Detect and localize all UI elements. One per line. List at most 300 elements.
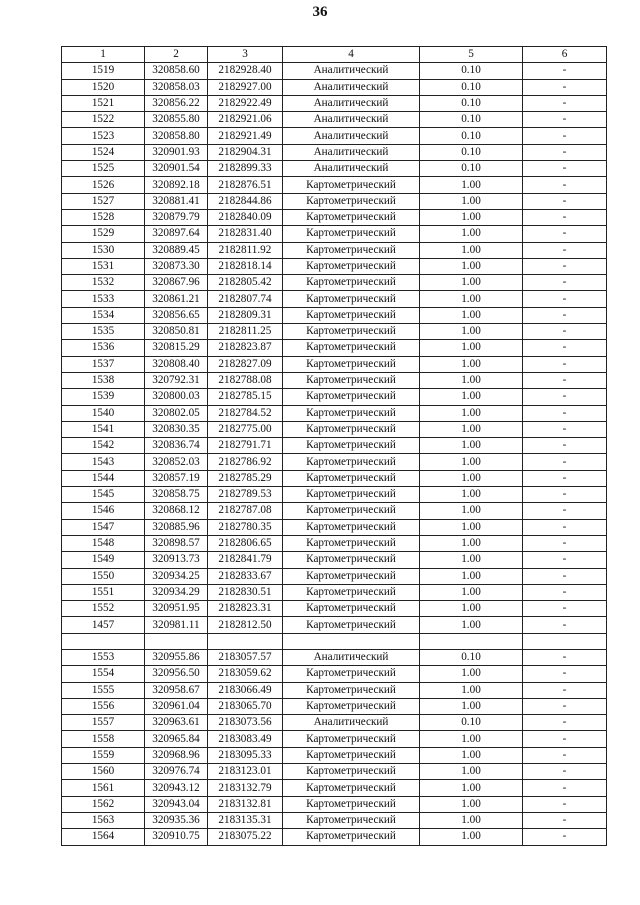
cell-point-number: 1537 (62, 356, 145, 372)
cell-accuracy: 1.00 (420, 584, 523, 600)
table-row (62, 829, 607, 845)
cell-accuracy: 1.00 (420, 764, 523, 780)
header-col-3: 3 (208, 47, 283, 63)
cell-accuracy: 1.00 (420, 503, 523, 519)
table-row (62, 454, 607, 470)
table-row (62, 291, 607, 307)
table-row (62, 307, 607, 323)
cell-coord-x: 320961.04 (145, 698, 208, 714)
cell-accuracy: 1.00 (420, 258, 523, 274)
cell-note: - (523, 519, 607, 535)
cell-coord-y: 2182786.92 (208, 454, 283, 470)
cell-method: Аналитический (283, 112, 420, 128)
cell-accuracy: 1.00 (420, 666, 523, 682)
cell-accuracy: 1.00 (420, 193, 523, 209)
cell-coord-y: 2183059.62 (208, 666, 283, 682)
cell-coord-y: 2182840.09 (208, 209, 283, 225)
cell-coord-x: 320955.86 (145, 649, 208, 665)
table-row (62, 144, 607, 160)
table-row (62, 764, 607, 780)
cell-point-number: 1564 (62, 829, 145, 845)
table-row (62, 487, 607, 503)
cell-method: Картометрический (283, 617, 420, 633)
cell-coord-y (208, 633, 283, 649)
table-row (62, 568, 607, 584)
cell-coord-y: 2182904.31 (208, 144, 283, 160)
cell-coord-y: 2182784.52 (208, 405, 283, 421)
cell-accuracy: 1.00 (420, 421, 523, 437)
cell-point-number: 1532 (62, 275, 145, 291)
header-col-4: 4 (283, 47, 420, 63)
cell-method: Картометрический (283, 275, 420, 291)
cell-accuracy: 0.10 (420, 144, 523, 160)
cell-accuracy: 1.00 (420, 812, 523, 828)
cell-method: Картометрический (283, 568, 420, 584)
cell-accuracy: 1.00 (420, 617, 523, 633)
table-row (62, 372, 607, 388)
table-row (62, 535, 607, 551)
cell-coord-x: 320857.19 (145, 470, 208, 486)
cell-accuracy: 0.10 (420, 128, 523, 144)
cell-coord-y: 2182921.06 (208, 112, 283, 128)
cell-note: - (523, 552, 607, 568)
cell-method: Аналитический (283, 715, 420, 731)
cell-coord-y: 2182899.33 (208, 161, 283, 177)
cell-note: - (523, 275, 607, 291)
cell-accuracy: 1.00 (420, 698, 523, 714)
cell-coord-x: 320873.30 (145, 258, 208, 274)
cell-coord-x: 320792.31 (145, 372, 208, 388)
cell-accuracy: 1.00 (420, 226, 523, 242)
cell-coord-x: 320892.18 (145, 177, 208, 193)
cell-point-number: 1551 (62, 584, 145, 600)
cell-coord-x: 320858.75 (145, 487, 208, 503)
cell-coord-x: 320934.29 (145, 584, 208, 600)
cell-point-number: 1538 (62, 372, 145, 388)
table-body (62, 63, 607, 845)
cell-coord-y: 2182811.25 (208, 324, 283, 340)
cell-accuracy: 1.00 (420, 340, 523, 356)
cell-note: - (523, 715, 607, 731)
table-row (62, 63, 607, 79)
cell-coord-y: 2182806.65 (208, 535, 283, 551)
cell-coord-y: 2183065.70 (208, 698, 283, 714)
cell-coord-y: 2182841.79 (208, 552, 283, 568)
cell-coord-y: 2182780.35 (208, 519, 283, 535)
cell-point-number: 1539 (62, 389, 145, 405)
cell-method: Картометрический (283, 487, 420, 503)
header-col-1: 1 (62, 47, 145, 63)
table-row (62, 324, 607, 340)
cell-point-number: 1526 (62, 177, 145, 193)
cell-method (283, 633, 420, 649)
cell-accuracy: 0.10 (420, 63, 523, 79)
table-row (62, 470, 607, 486)
cell-note: - (523, 112, 607, 128)
cell-coord-y: 2182809.31 (208, 307, 283, 323)
table-row (62, 796, 607, 812)
cell-point-number: 1527 (62, 193, 145, 209)
table-row (62, 715, 607, 731)
cell-method: Картометрический (283, 340, 420, 356)
cell-method: Картометрический (283, 731, 420, 747)
cell-method: Картометрический (283, 552, 420, 568)
cell-accuracy: 1.00 (420, 568, 523, 584)
cell-point-number: 1563 (62, 812, 145, 828)
cell-coord-y: 2183073.56 (208, 715, 283, 731)
cell-coord-y: 2183132.81 (208, 796, 283, 812)
cell-coord-x: 320901.93 (145, 144, 208, 160)
cell-method: Картометрический (283, 535, 420, 551)
cell-accuracy: 1.00 (420, 470, 523, 486)
cell-coord-x: 320885.96 (145, 519, 208, 535)
cell-note: - (523, 829, 607, 845)
cell-coord-y: 2182789.53 (208, 487, 283, 503)
cell-coord-x: 320856.22 (145, 95, 208, 111)
table-row (62, 617, 607, 633)
cell-coord-x: 320965.84 (145, 731, 208, 747)
cell-coord-x: 320898.57 (145, 535, 208, 551)
cell-coord-x: 320968.96 (145, 747, 208, 763)
cell-accuracy: 0.10 (420, 112, 523, 128)
cell-accuracy: 0.10 (420, 79, 523, 95)
cell-coord-x: 320867.96 (145, 275, 208, 291)
cell-coord-x: 320830.35 (145, 421, 208, 437)
cell-coord-x: 320861.21 (145, 291, 208, 307)
cell-note: - (523, 291, 607, 307)
cell-point-number: 1557 (62, 715, 145, 731)
cell-note: - (523, 617, 607, 633)
cell-point-number: 1541 (62, 421, 145, 437)
cell-accuracy: 0.10 (420, 161, 523, 177)
cell-note: - (523, 144, 607, 160)
cell-coord-x: 320981.11 (145, 617, 208, 633)
cell-coord-x: 320910.75 (145, 829, 208, 845)
cell-point-number: 1525 (62, 161, 145, 177)
cell-coord-x: 320858.80 (145, 128, 208, 144)
cell-accuracy: 1.00 (420, 519, 523, 535)
cell-coord-y: 2182922.49 (208, 95, 283, 111)
cell-point-number: 1556 (62, 698, 145, 714)
cell-method: Картометрический (283, 226, 420, 242)
cell-note: - (523, 796, 607, 812)
cell-note: - (523, 503, 607, 519)
table-row (62, 666, 607, 682)
cell-method: Картометрический (283, 503, 420, 519)
cell-coord-y: 2183135.31 (208, 812, 283, 828)
cell-note: - (523, 63, 607, 79)
cell-coord-y: 2182812.50 (208, 617, 283, 633)
cell-point-number: 1524 (62, 144, 145, 160)
cell-method: Картометрический (283, 291, 420, 307)
cell-accuracy: 1.00 (420, 682, 523, 698)
cell-point-number: 1558 (62, 731, 145, 747)
cell-point-number: 1535 (62, 324, 145, 340)
cell-accuracy: 1.00 (420, 747, 523, 763)
cell-note: - (523, 209, 607, 225)
cell-point-number: 1533 (62, 291, 145, 307)
cell-accuracy: 1.00 (420, 275, 523, 291)
cell-coord-y: 2182927.00 (208, 79, 283, 95)
cell-note: - (523, 487, 607, 503)
cell-note: - (523, 95, 607, 111)
cell-method: Картометрический (283, 812, 420, 828)
cell-method: Аналитический (283, 649, 420, 665)
cell-method: Аналитический (283, 144, 420, 160)
header-col-2: 2 (145, 47, 208, 63)
cell-coord-x: 320913.73 (145, 552, 208, 568)
table-row (62, 275, 607, 291)
cell-coord-y: 2182805.42 (208, 275, 283, 291)
cell-point-number: 1543 (62, 454, 145, 470)
cell-point-number: 1555 (62, 682, 145, 698)
cell-coord-x: 320850.81 (145, 324, 208, 340)
cell-note: - (523, 356, 607, 372)
cell-method: Аналитический (283, 63, 420, 79)
cell-coord-x: 320868.12 (145, 503, 208, 519)
cell-accuracy: 1.00 (420, 405, 523, 421)
cell-note: - (523, 161, 607, 177)
cell-method: Картометрический (283, 584, 420, 600)
cell-note: - (523, 535, 607, 551)
cell-note: - (523, 698, 607, 714)
cell-point-number: 1521 (62, 95, 145, 111)
cell-point-number: 1561 (62, 780, 145, 796)
cell-note: - (523, 731, 607, 747)
cell-coord-y: 2182928.40 (208, 63, 283, 79)
cell-coord-x: 320881.41 (145, 193, 208, 209)
cell-point-number: 1530 (62, 242, 145, 258)
cell-note: - (523, 747, 607, 763)
cell-coord-x: 320943.04 (145, 796, 208, 812)
cell-point-number: 1559 (62, 747, 145, 763)
cell-point-number: 1523 (62, 128, 145, 144)
cell-coord-x: 320856.65 (145, 307, 208, 323)
cell-coord-x: 320897.64 (145, 226, 208, 242)
cell-coord-x: 320958.67 (145, 682, 208, 698)
cell-method: Картометрический (283, 438, 420, 454)
cell-point-number: 1531 (62, 258, 145, 274)
cell-note: - (523, 601, 607, 617)
cell-note: - (523, 242, 607, 258)
cell-method: Картометрический (283, 242, 420, 258)
cell-method: Картометрический (283, 193, 420, 209)
cell-note: - (523, 470, 607, 486)
cell-note: - (523, 666, 607, 682)
cell-coord-x: 320943.12 (145, 780, 208, 796)
cell-accuracy: 1.00 (420, 389, 523, 405)
cell-method: Картометрический (283, 780, 420, 796)
cell-method: Картометрический (283, 682, 420, 698)
table-row (62, 405, 607, 421)
cell-accuracy: 1.00 (420, 796, 523, 812)
table-row (62, 682, 607, 698)
cell-coord-y: 2182921.49 (208, 128, 283, 144)
cell-coord-x: 320855.80 (145, 112, 208, 128)
cell-point-number: 1519 (62, 63, 145, 79)
table-row (62, 731, 607, 747)
table-row (62, 258, 607, 274)
cell-accuracy: 1.00 (420, 324, 523, 340)
cell-point-number: 1536 (62, 340, 145, 356)
cell-method: Картометрический (283, 698, 420, 714)
cell-note: - (523, 193, 607, 209)
cell-note: - (523, 764, 607, 780)
table-header-row (62, 47, 607, 63)
cell-coord-x: 320901.54 (145, 161, 208, 177)
cell-accuracy: 0.10 (420, 715, 523, 731)
cell-method: Картометрический (283, 764, 420, 780)
cell-coord-x: 320976.74 (145, 764, 208, 780)
cell-method: Картометрический (283, 389, 420, 405)
cell-coord-x: 320963.61 (145, 715, 208, 731)
cell-note: - (523, 780, 607, 796)
table-row (62, 112, 607, 128)
cell-method: Картометрический (283, 454, 420, 470)
cell-point-number: 1549 (62, 552, 145, 568)
cell-point-number: 1562 (62, 796, 145, 812)
table-row (62, 128, 607, 144)
cell-method: Картометрический (283, 177, 420, 193)
cell-note: - (523, 682, 607, 698)
cell-coord-y: 2182775.00 (208, 421, 283, 437)
cell-coord-y: 2182833.67 (208, 568, 283, 584)
cell-coord-x: 320934.25 (145, 568, 208, 584)
header-col-6: 6 (523, 47, 607, 63)
cell-note: - (523, 372, 607, 388)
coordinates-table (61, 46, 607, 846)
cell-point-number: 1520 (62, 79, 145, 95)
cell-point-number: 1554 (62, 666, 145, 682)
cell-accuracy (420, 633, 523, 649)
cell-coord-y: 2183083.49 (208, 731, 283, 747)
cell-accuracy: 1.00 (420, 356, 523, 372)
cell-coord-x: 320815.29 (145, 340, 208, 356)
table-row (62, 503, 607, 519)
table-row (62, 552, 607, 568)
cell-coord-y: 2182788.08 (208, 372, 283, 388)
cell-accuracy: 1.00 (420, 177, 523, 193)
cell-coord-y: 2182830.51 (208, 584, 283, 600)
cell-method: Картометрический (283, 519, 420, 535)
cell-coord-y: 2182811.92 (208, 242, 283, 258)
cell-method: Картометрический (283, 405, 420, 421)
table-row (62, 242, 607, 258)
cell-coord-y: 2182785.15 (208, 389, 283, 405)
cell-coord-y: 2182876.51 (208, 177, 283, 193)
cell-accuracy: 1.00 (420, 372, 523, 388)
cell-note: - (523, 79, 607, 95)
cell-method: Аналитический (283, 95, 420, 111)
cell-method: Картометрический (283, 747, 420, 763)
cell-coord-y: 2182807.74 (208, 291, 283, 307)
cell-coord-y: 2182823.87 (208, 340, 283, 356)
cell-note: - (523, 324, 607, 340)
cell-coord-x: 320800.03 (145, 389, 208, 405)
cell-coord-y: 2182823.31 (208, 601, 283, 617)
cell-point-number (62, 633, 145, 649)
cell-coord-y: 2182791.71 (208, 438, 283, 454)
cell-note: - (523, 177, 607, 193)
cell-method: Картометрический (283, 209, 420, 225)
cell-point-number: 1540 (62, 405, 145, 421)
cell-point-number: 1522 (62, 112, 145, 128)
cell-accuracy: 1.00 (420, 487, 523, 503)
cell-method: Картометрический (283, 470, 420, 486)
table-row (62, 698, 607, 714)
cell-point-number: 1552 (62, 601, 145, 617)
cell-point-number: 1544 (62, 470, 145, 486)
cell-method: Картометрический (283, 666, 420, 682)
cell-coord-y: 2183132.79 (208, 780, 283, 796)
cell-method: Картометрический (283, 421, 420, 437)
cell-method: Аналитический (283, 128, 420, 144)
table-row (62, 79, 607, 95)
table-row (62, 780, 607, 796)
table-row (62, 193, 607, 209)
cell-accuracy: 1.00 (420, 601, 523, 617)
table-row (62, 340, 607, 356)
cell-accuracy: 0.10 (420, 649, 523, 665)
cell-method: Картометрический (283, 796, 420, 812)
table-row (62, 389, 607, 405)
cell-coord-x: 320956.50 (145, 666, 208, 682)
cell-accuracy: 1.00 (420, 242, 523, 258)
cell-method: Картометрический (283, 356, 420, 372)
cell-coord-x: 320951.95 (145, 601, 208, 617)
cell-note: - (523, 649, 607, 665)
cell-method: Аналитический (283, 161, 420, 177)
cell-accuracy: 1.00 (420, 438, 523, 454)
cell-note: - (523, 568, 607, 584)
table-row (62, 812, 607, 828)
cell-coord-x: 320858.03 (145, 79, 208, 95)
cell-method: Картометрический (283, 829, 420, 845)
cell-coord-y: 2183057.57 (208, 649, 283, 665)
cell-coord-x: 320935.36 (145, 812, 208, 828)
table-row (62, 161, 607, 177)
cell-point-number: 1545 (62, 487, 145, 503)
table-row (62, 356, 607, 372)
cell-method: Картометрический (283, 307, 420, 323)
cell-accuracy: 1.00 (420, 780, 523, 796)
cell-coord-y: 2182827.09 (208, 356, 283, 372)
cell-note: - (523, 438, 607, 454)
cell-note: - (523, 128, 607, 144)
cell-accuracy: 0.10 (420, 95, 523, 111)
cell-note: - (523, 454, 607, 470)
cell-note: - (523, 389, 607, 405)
cell-coord-x: 320879.79 (145, 209, 208, 225)
cell-accuracy: 1.00 (420, 454, 523, 470)
cell-note: - (523, 584, 607, 600)
cell-coord-y: 2182787.08 (208, 503, 283, 519)
table-row (62, 209, 607, 225)
cell-coord-y: 2183066.49 (208, 682, 283, 698)
cell-coord-y: 2183123.01 (208, 764, 283, 780)
cell-accuracy: 1.00 (420, 829, 523, 845)
cell-note: - (523, 226, 607, 242)
table-row (62, 649, 607, 665)
cell-coord-y: 2183095.33 (208, 747, 283, 763)
table-row (62, 421, 607, 437)
cell-coord-x (145, 633, 208, 649)
cell-point-number: 1529 (62, 226, 145, 242)
cell-point-number: 1457 (62, 617, 145, 633)
table-row (62, 747, 607, 763)
table-row (62, 226, 607, 242)
cell-point-number: 1542 (62, 438, 145, 454)
